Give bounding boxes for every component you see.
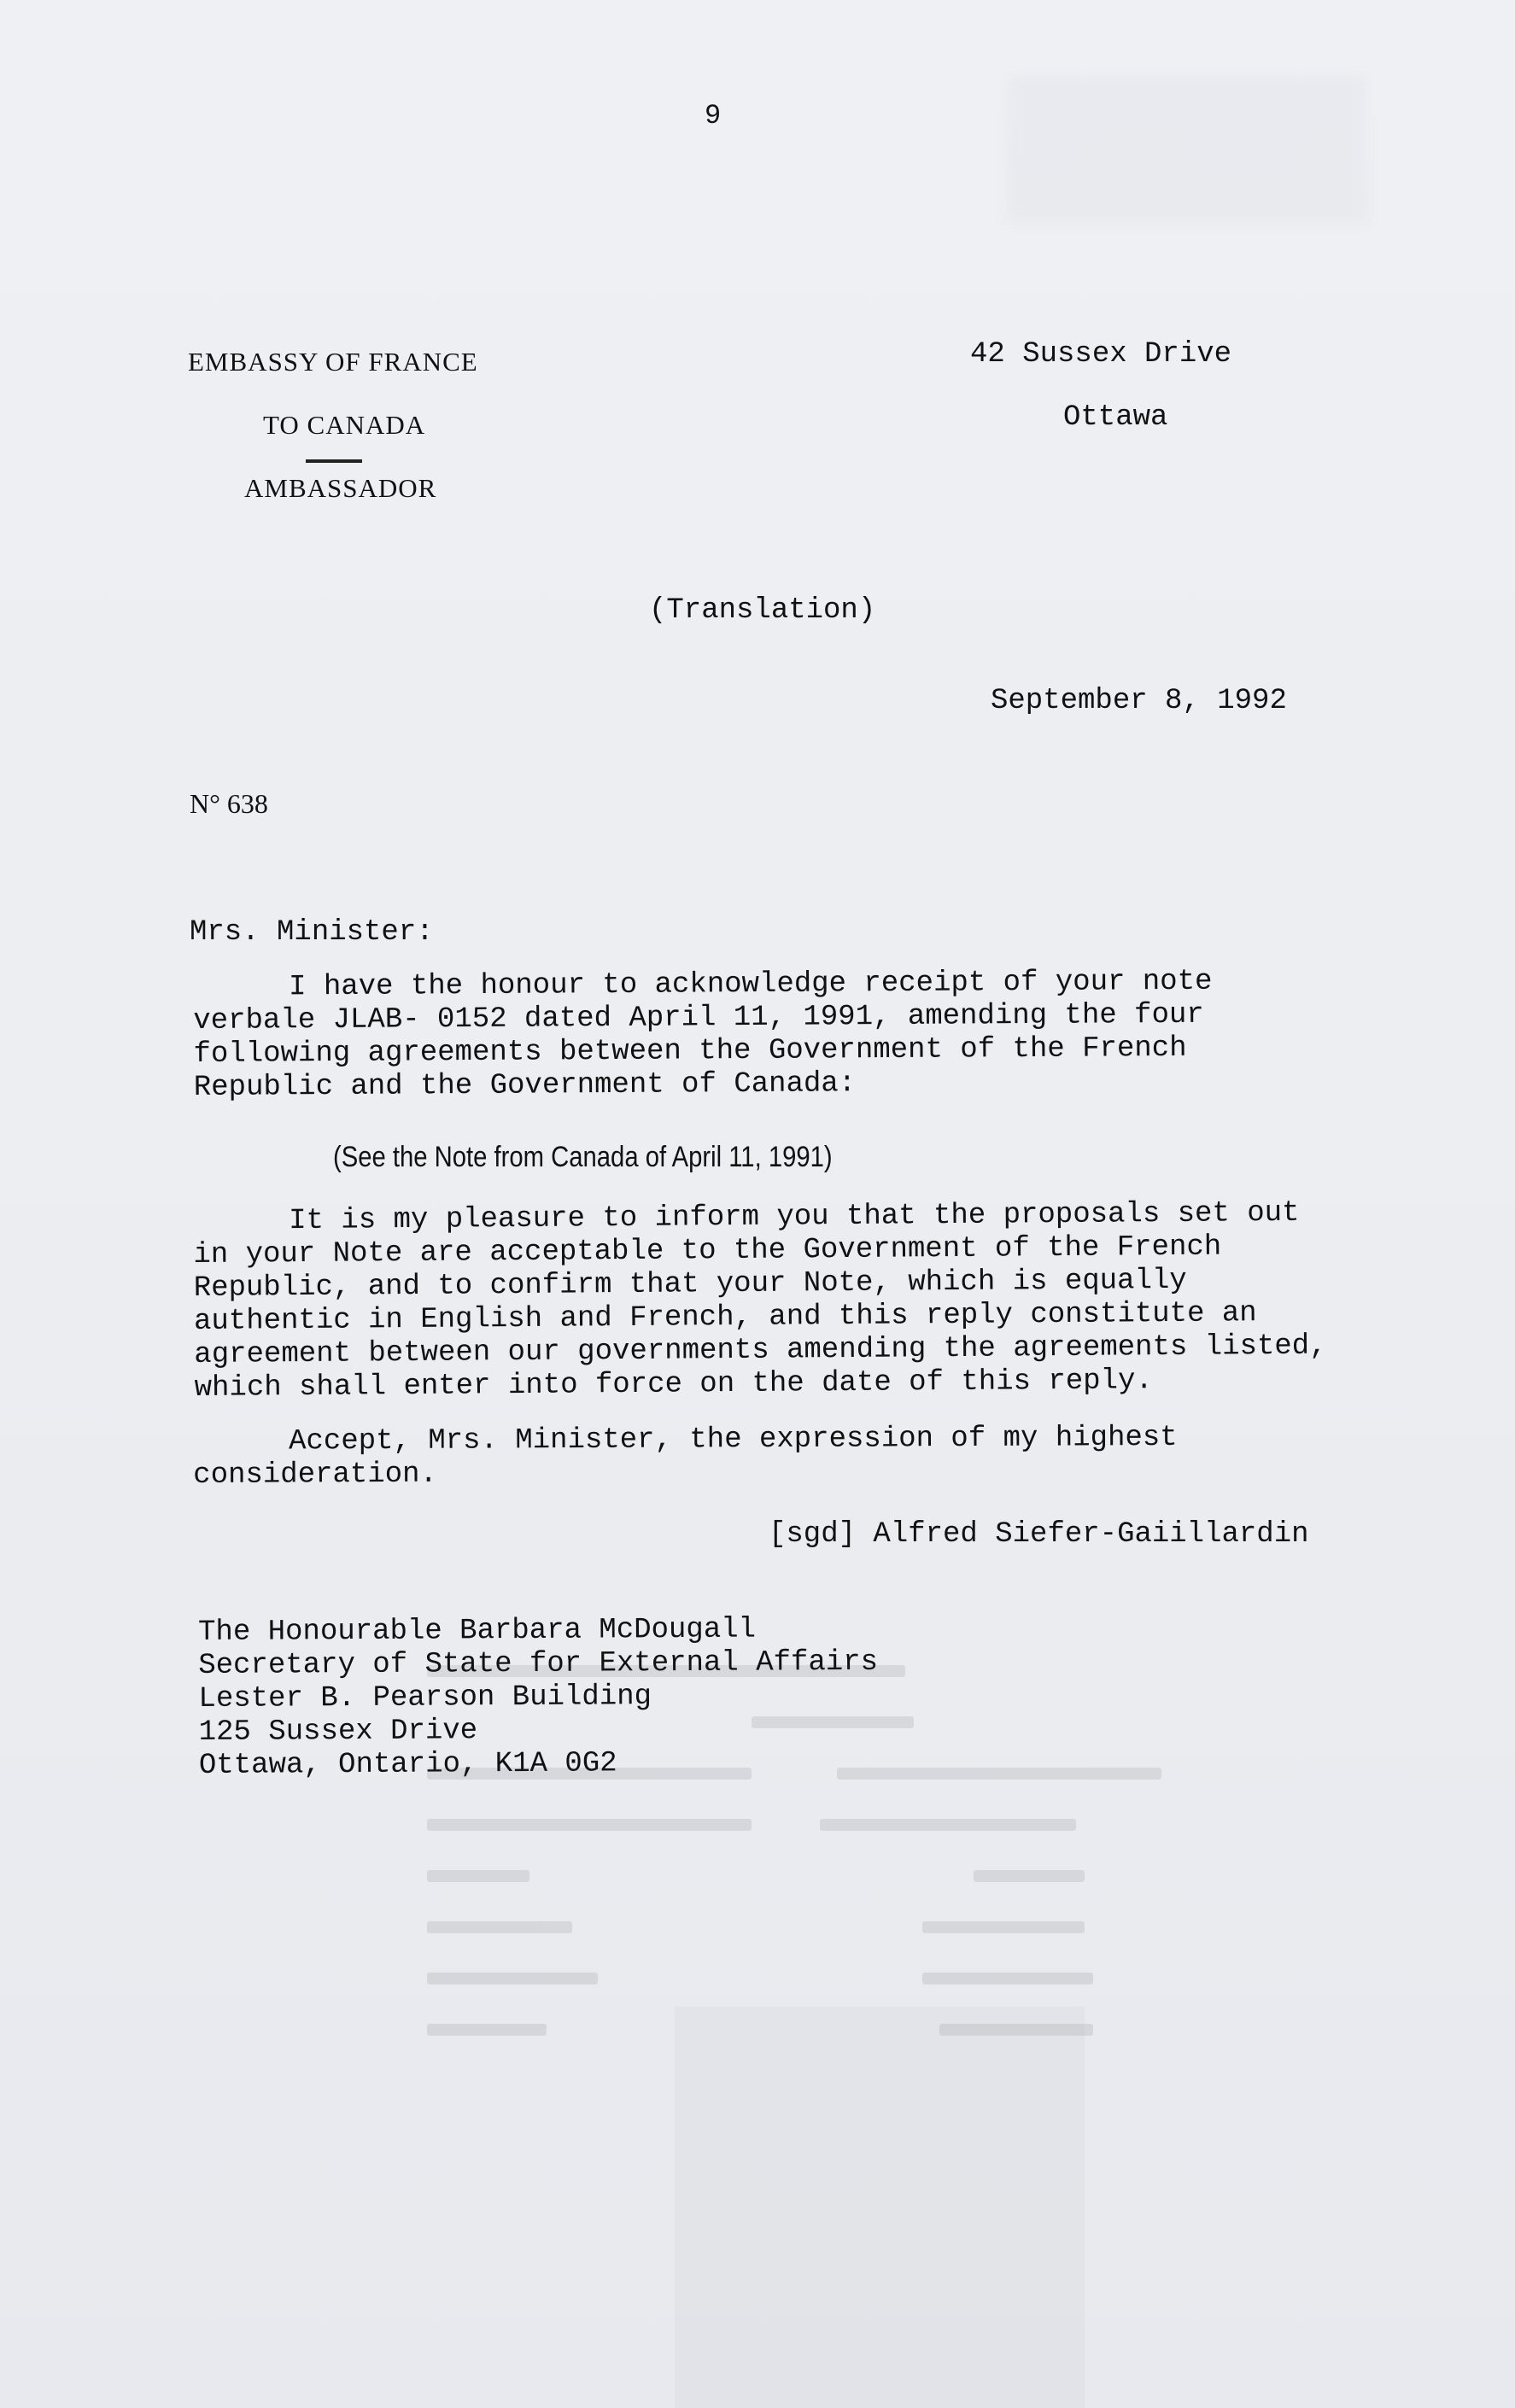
note-number: N° 638 xyxy=(190,788,268,819)
scan-shadow xyxy=(675,2007,1085,2408)
letterhead-line-1: EMBASSY OF FRANCE xyxy=(188,347,478,377)
paragraph-line: Republic, and to confirm that your Note, which is equally xyxy=(193,1264,1187,1305)
letterhead-line-3: AMBASSADOR xyxy=(244,473,437,503)
paragraph-closing xyxy=(193,1421,1440,1493)
paragraph-line: authentic in English and French, and this reply constitute an xyxy=(193,1297,1257,1338)
paragraph-line: agreement between our governments amending the agreements listed, xyxy=(194,1330,1327,1371)
paragraph-line: verbale JLAB- 0152 dated April 11, 1991, amending the four xyxy=(193,998,1204,1037)
recipient-line: The Honourable Barbara McDougall xyxy=(198,1613,757,1649)
recipient-line: Secretary of State for External Affairs xyxy=(198,1645,879,1682)
paragraph-line: in your Note are acceptable to the Government of the French xyxy=(193,1230,1222,1271)
letterhead-line-2: TO CANADA xyxy=(263,410,426,440)
recipient-line: Lester B. Pearson Building xyxy=(198,1680,652,1715)
paragraph-line: which shall enter into force on the date of this reply. xyxy=(194,1365,1153,1405)
paragraph-acceptance xyxy=(193,1196,1442,1406)
address-city: Ottawa xyxy=(1063,401,1168,434)
paragraph-line: Republic and the Government of Canada: xyxy=(193,1067,857,1104)
letterhead-rule xyxy=(306,459,362,463)
paragraph-acknowledgement xyxy=(193,964,1441,1105)
translation-label: (Translation) xyxy=(649,594,876,627)
paragraph-line: consideration. xyxy=(193,1458,437,1492)
bleed-through-text xyxy=(427,1639,1127,2049)
signature-line: [sgd] Alfred Siefer-Gaiillardin xyxy=(769,1518,1309,1551)
address-street: 42 Sussex Drive xyxy=(970,338,1232,371)
scan-shadow xyxy=(1008,77,1366,222)
recipient-line: 125 Sussex Drive xyxy=(198,1715,478,1749)
reference-note: (See the Note from Canada of April 11, 1991) xyxy=(333,1141,833,1173)
paragraph-line: I have the honour to acknowledge receipt of your note xyxy=(288,965,1213,1004)
paragraph-line: It is my pleasure to inform you that the proposals set out xyxy=(288,1196,1300,1238)
recipient-line: Ottawa, Ontario, K1A 0G2 xyxy=(198,1747,617,1782)
page-number: 9 xyxy=(705,100,722,132)
letter-date: September 8, 1992 xyxy=(991,685,1287,717)
salutation: Mrs. Minister: xyxy=(190,916,434,949)
paragraph-line: Accept, Mrs. Minister, the expression of my highest xyxy=(288,1421,1178,1458)
paragraph-line: following agreements between the Government of the French xyxy=(193,1032,1187,1071)
